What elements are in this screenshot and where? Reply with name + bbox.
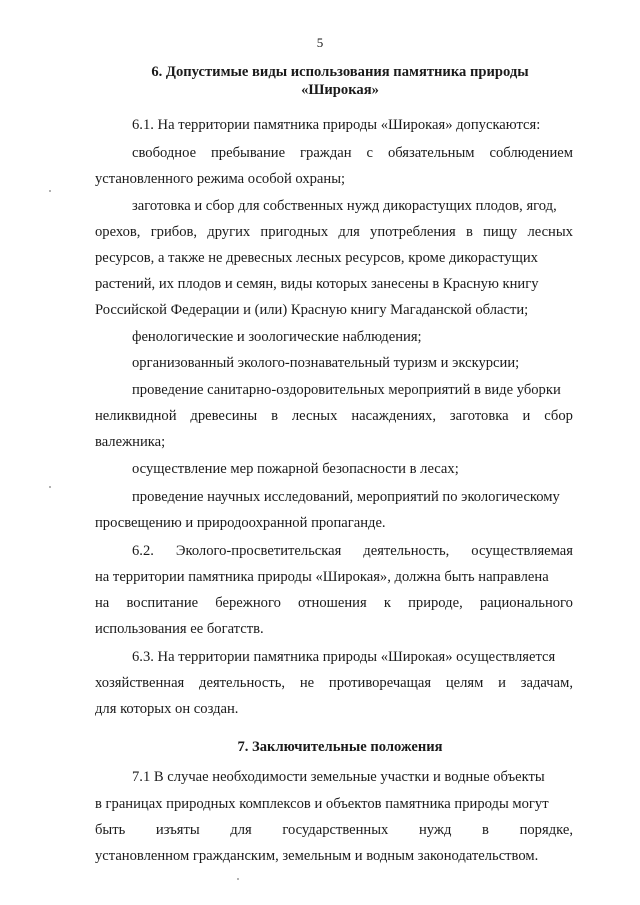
word: пищу (483, 224, 518, 240)
word: быть (95, 822, 126, 838)
paragraph-6-2-line-2: на территории памятника природы «Широкая», должна быть направлена (95, 569, 549, 585)
list-item-4: организованный эколого-познавательный туризм и экскурсии; (132, 355, 520, 371)
paragraph-7-1-line-3 (95, 821, 573, 839)
word: рационального (479, 595, 573, 611)
word: сбор (544, 408, 573, 424)
paragraph-6-1-intro: 6.1. На территории памятника природы «Широкая» допускаются: (132, 117, 541, 133)
list-item-2-line-5: Российской Федерации и (или) Красную книгу Магаданской области; (95, 302, 529, 318)
paragraph-6-2-line-3 (95, 594, 573, 612)
word: других (207, 224, 251, 240)
page-number: 5 (316, 35, 324, 50)
word: грибов, (150, 224, 198, 240)
list-item-2-line-2 (95, 223, 573, 241)
word: деятельность, (363, 543, 450, 559)
list-item-2-line-1: заготовка и сбор для собственных нужд дикорастущих плодов, ягод, (132, 198, 557, 214)
list-item-1-line-2: установленного режима особой охраны; (95, 171, 346, 187)
paragraph-7-1-line-4: установленном гражданским, земельным и водным законодательством. (95, 848, 539, 864)
list-item-2-line-4: растений, их плодов и семян, виды которых занесены в Красную книгу (95, 276, 539, 292)
list-item-7-line-1: проведение научных исследований, мероприятий по экологическому (132, 489, 560, 505)
word: нужд (418, 822, 452, 838)
word: противоречащая (328, 675, 432, 691)
list-item-1-line-1 (132, 144, 573, 162)
list-item-6: осуществление мер пожарной безопасности в лесах; (132, 461, 459, 477)
list-item-2-line-3: ресурсов, а также не древесных лесных ресурсов, кроме дикорастущих (95, 250, 538, 266)
word: орехов, (95, 224, 141, 240)
word: для (230, 822, 252, 838)
word: неликвидной (95, 408, 177, 424)
word: лесных (291, 408, 338, 424)
scan-speck (49, 190, 51, 192)
word: употребления (370, 224, 456, 240)
scan-speck (237, 878, 239, 880)
word: древесины (190, 408, 258, 424)
word: к (383, 595, 391, 611)
word: задачам, (520, 675, 573, 691)
word: лесных (527, 224, 573, 240)
section-6-title-line-2: «Широкая» (301, 82, 379, 98)
word: бережного (215, 595, 281, 611)
paragraph-7-1-line-2: в границах природных комплексов и объектов памятника природы могут (95, 796, 549, 812)
list-item-5-line-2 (95, 407, 573, 425)
word: с (366, 145, 374, 161)
list-item-7-line-2: просвещению и природоохранной пропаганде. (95, 515, 386, 531)
word: насаждениях, (351, 408, 436, 424)
paragraph-7-1-line-1: 7.1 В случае необходимости земельные участки и водные объекты (132, 769, 545, 785)
paragraph-6-3-line-2 (95, 674, 573, 692)
word: в (482, 822, 489, 838)
word: в (271, 408, 278, 424)
paragraph-6-3-line-3: для которых он создан. (95, 701, 239, 717)
word: деятельность, (199, 675, 286, 691)
word: для (338, 224, 360, 240)
word: хозяйственная (95, 675, 185, 691)
word: 6.2. (132, 543, 154, 559)
word: соблюдением (489, 145, 573, 161)
word: пребывание (211, 145, 286, 161)
word: пригодных (260, 224, 329, 240)
section-6-title-line-1: 6. Допустимые виды использования памятника природы (151, 64, 529, 80)
list-item-5-line-1: проведение санитарно-оздоровительных мероприятий в виде уборки (132, 382, 561, 398)
word: воспитание (126, 595, 199, 611)
word: свободное (132, 145, 197, 161)
scan-speck (49, 486, 51, 488)
list-item-3: фенологические и зоологические наблюдения; (132, 329, 422, 345)
word: на (95, 595, 110, 611)
paragraph-6-2-line-4: использования ее богатств. (95, 621, 264, 637)
word: государственных (282, 822, 389, 838)
word: в (465, 224, 473, 240)
word: порядке, (519, 822, 573, 838)
word: Эколого-просветительская (175, 543, 342, 559)
word: природе, (408, 595, 463, 611)
word: отношения (298, 595, 367, 611)
paragraph-6-2-line-1 (132, 542, 573, 560)
word: и (522, 408, 531, 424)
list-item-5-line-3: валежника; (95, 434, 166, 450)
word: граждан (300, 145, 352, 161)
word: осуществляемая (471, 543, 573, 559)
word: и (498, 675, 506, 691)
paragraph-6-3-line-1: 6.3. На территории памятника природы «Широкая» осуществляется (132, 649, 556, 665)
word: обязательным (387, 145, 475, 161)
word: целям (445, 675, 484, 691)
word: изъяты (155, 822, 200, 838)
section-7-title: 7. Заключительные положения (237, 739, 443, 755)
word: не (299, 675, 315, 691)
word: заготовка (449, 408, 509, 424)
